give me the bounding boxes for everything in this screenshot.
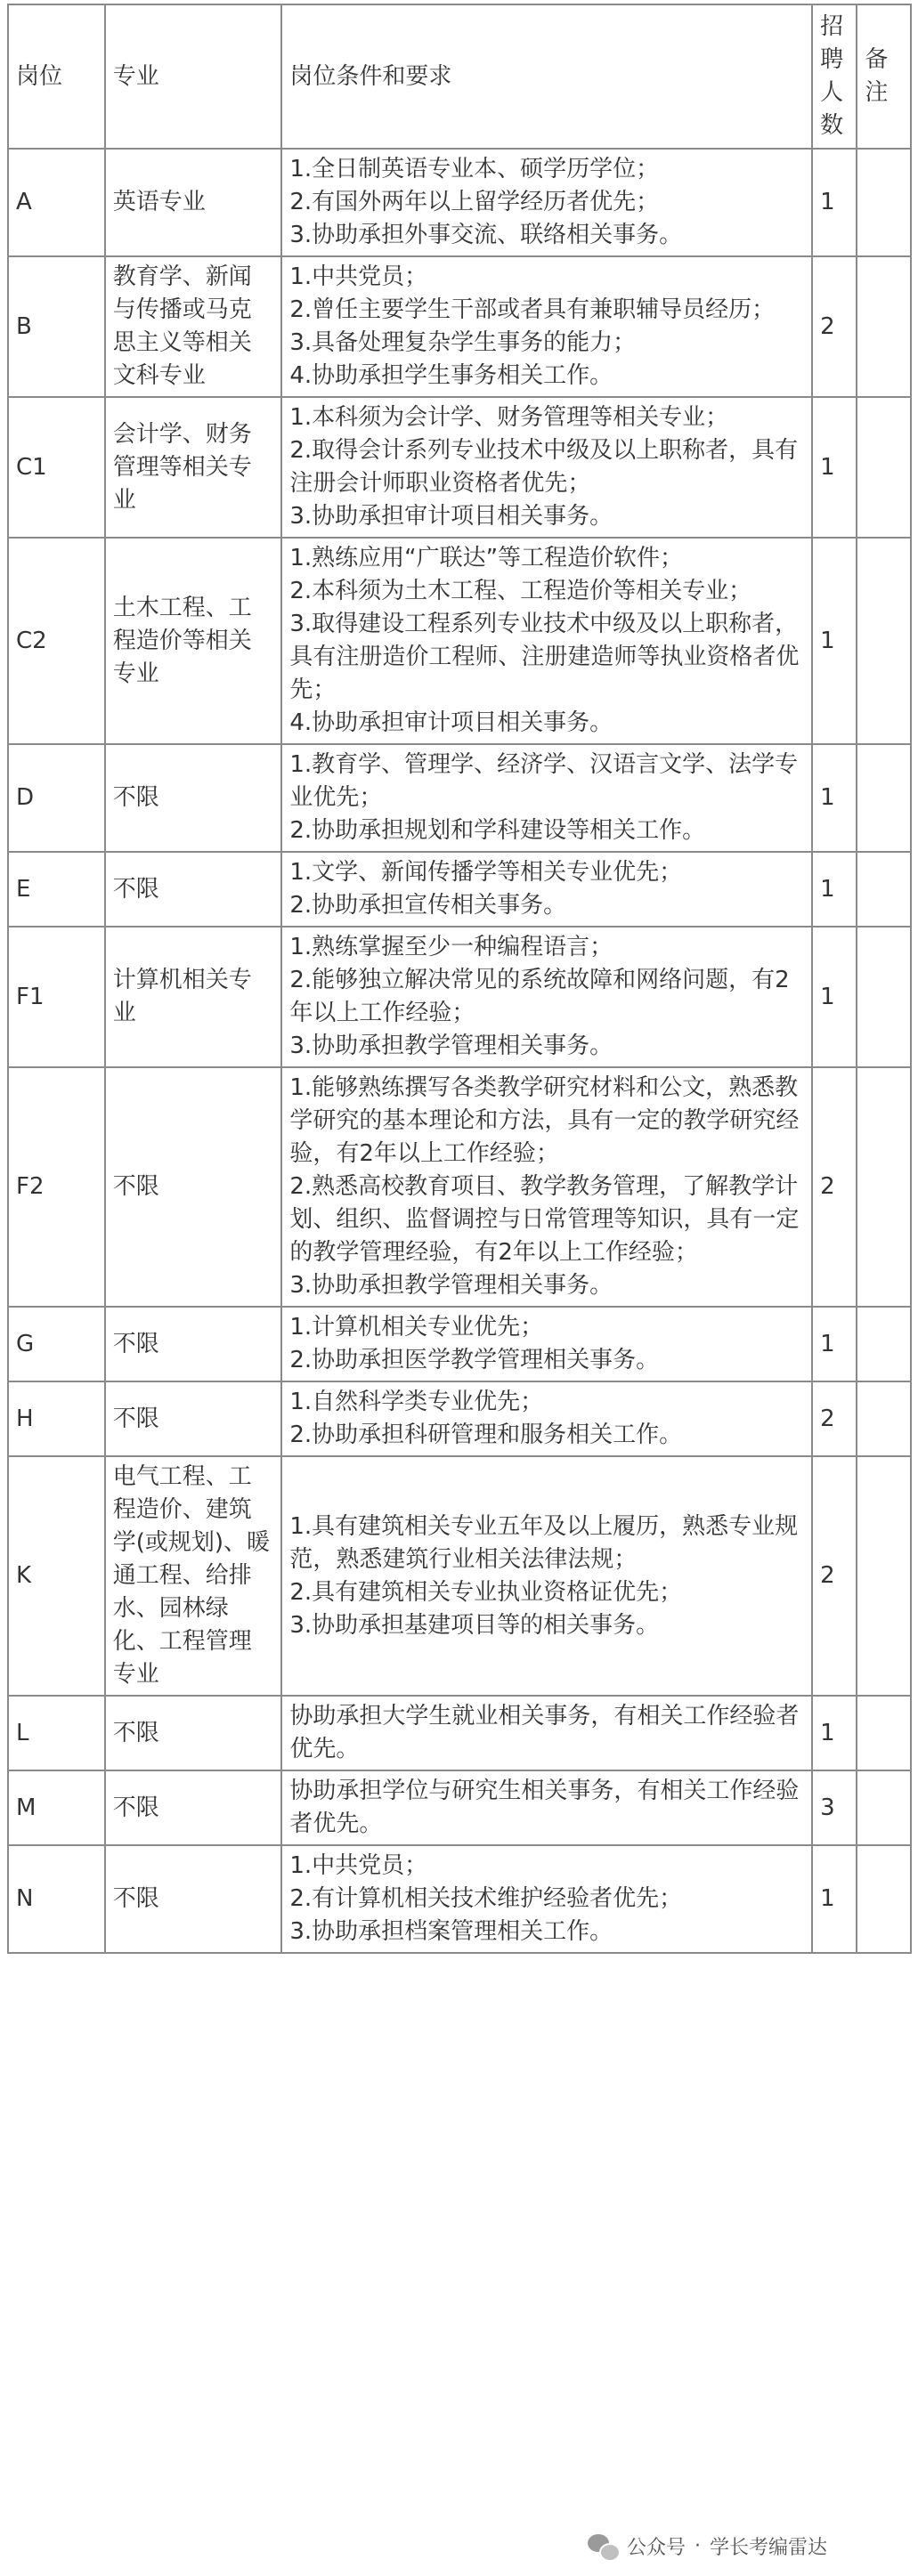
requirement-line: 3.协助承担外事交流、联络相关事务。 [289, 222, 683, 248]
cell-note [857, 744, 911, 852]
cell-note [857, 927, 911, 1067]
cell-major: 会计学、财务管理等相关专业 [105, 397, 282, 538]
watermark-source: 公众号 [627, 2537, 686, 2559]
requirement-line: 1.教育学、管理学、经济学、汉语言文学、法学专业优先； [289, 751, 799, 811]
cell-major: 计算机相关专业 [105, 927, 282, 1067]
cell-major: 不限 [105, 1696, 282, 1770]
requirement-line: 3.具备处理复杂学生事务的能力； [289, 329, 637, 356]
cell-requirements [281, 538, 812, 744]
cell-requirements [281, 1456, 812, 1696]
cell-major: 不限 [105, 744, 282, 852]
cell-major: 不限 [105, 1770, 282, 1845]
cell-major: 教育学、新闻与传播或马克思主义等相关文科专业 [105, 256, 282, 397]
cell-requirements [281, 852, 812, 927]
requirement-line: 2.本科须为土木工程、工程造价等相关专业； [289, 578, 752, 604]
cell-position: D [8, 744, 105, 852]
cell-major: 不限 [105, 1307, 282, 1381]
requirement-line: 3.协助承担档案管理相关工作。 [289, 1918, 613, 1945]
requirement-line: 3.取得建设工程系列专业技术中级及以上职称者，具有注册造价工程师、注册建造师等执业资格者优先； [289, 611, 800, 703]
cell-note [857, 1696, 911, 1770]
cell-position: C2 [8, 538, 105, 744]
requirement-line: 1.自然科学类专业优先； [289, 1389, 544, 1415]
requirement-line: 1.中共党员； [289, 1852, 428, 1879]
cell-note [857, 1845, 911, 1953]
header-requirements: 岗位条件和要求 [281, 4, 812, 149]
header-note: 备注 [857, 4, 911, 149]
cell-note [857, 1381, 911, 1456]
wechat-icon [588, 2534, 618, 2559]
cell-count: 1 [812, 149, 857, 256]
requirement-line: 2.协助承担规划和学科建设等相关工作。 [289, 817, 706, 844]
table-row [8, 1696, 911, 1770]
cell-position: B [8, 256, 105, 397]
requirement-line: 1.全日制英语专业本、硕学历学位； [289, 156, 660, 182]
cell-count: 2 [812, 256, 857, 397]
header-count: 招聘人数 [812, 4, 857, 149]
cell-count: 1 [812, 397, 857, 538]
cell-count: 3 [812, 1770, 857, 1845]
cell-note [857, 1307, 911, 1381]
table-row [8, 149, 911, 256]
requirement-line: 1.熟练应用“广联达”等工程造价软件； [289, 545, 684, 571]
requirement-line: 4.协助承担审计项目相关事务。 [289, 709, 613, 736]
cell-major: 英语专业 [105, 149, 282, 256]
requirement-line: 协助承担大学生就业相关事务，有相关工作经验者优先。 [289, 1703, 800, 1762]
cell-count: 1 [812, 538, 857, 744]
cell-requirements [281, 1770, 812, 1845]
requirement-line: 1.本科须为会计学、财务管理等相关专业； [289, 404, 729, 431]
requirement-line: 2.协助承担科研管理和服务相关工作。 [289, 1422, 683, 1448]
requirement-line: 2.曾任主要学生干部或者具有兼职辅导员经历； [289, 296, 776, 323]
cell-position: A [8, 149, 105, 256]
cell-note [857, 397, 911, 538]
cell-position: K [8, 1456, 105, 1696]
header-position: 岗位 [8, 4, 105, 149]
cell-requirements [281, 149, 812, 256]
cell-major: 不限 [105, 1067, 282, 1307]
table-row [8, 1456, 911, 1696]
table-row [8, 1770, 911, 1845]
cell-position: H [8, 1381, 105, 1456]
cell-position: F1 [8, 927, 105, 1067]
cell-count: 2 [812, 1456, 857, 1696]
table-row [8, 1307, 911, 1381]
table-row [8, 852, 911, 927]
cell-note [857, 538, 911, 744]
requirement-line: 4.协助承担学生事务相关工作。 [289, 362, 613, 389]
requirement-line: 2.能够独立解决常见的系统故障和网络问题，有2年以上工作经验； [289, 967, 790, 1026]
requirement-line: 1.中共党员； [289, 263, 428, 290]
cell-position: F2 [8, 1067, 105, 1307]
wechat-watermark [582, 2531, 833, 2562]
cell-position: N [8, 1845, 105, 1953]
cell-position: L [8, 1696, 105, 1770]
requirement-line: 2.熟悉高校教育项目、教学教务管理，了解教学计划、组织、监督调控与日常管理等知识，具有一定的教学管理经验，有2年以上工作经验； [289, 1173, 800, 1266]
cell-position: E [8, 852, 105, 927]
requirement-line: 2.有国外两年以上留学经历者优先； [289, 189, 660, 215]
cell-requirements [281, 256, 812, 397]
recruitment-table [7, 4, 912, 1954]
requirement-line: 2.协助承担宣传相关事务。 [289, 892, 567, 919]
table-row [8, 1845, 911, 1953]
cell-requirements [281, 744, 812, 852]
requirement-line: 2.具有建筑相关专业执业资格证优先； [289, 1578, 683, 1606]
cell-count: 1 [812, 852, 857, 927]
table-row [8, 927, 911, 1067]
cell-note [857, 1770, 911, 1845]
table-row [8, 1067, 911, 1307]
table-row [8, 538, 911, 744]
cell-major: 不限 [105, 852, 282, 927]
table-header-row [8, 4, 911, 149]
cell-requirements [281, 927, 812, 1067]
cell-count: 2 [812, 1381, 857, 1456]
cell-note [857, 149, 911, 256]
cell-major: 不限 [105, 1845, 282, 1953]
cell-count: 2 [812, 1067, 857, 1307]
cell-note [857, 256, 911, 397]
cell-count: 1 [812, 1845, 857, 1953]
cell-position: G [8, 1307, 105, 1381]
cell-major: 不限 [105, 1381, 282, 1456]
watermark-account: 学长考编雷达 [710, 2537, 828, 2559]
cell-note [857, 1067, 911, 1307]
requirement-line: 1.具有建筑相关专业五年及以上履历，熟悉专业规范，熟悉建筑行业相关法律法规； [289, 1512, 799, 1573]
cell-requirements [281, 397, 812, 538]
cell-count: 1 [812, 1307, 857, 1381]
requirement-line: 3.协助承担审计项目相关事务。 [289, 503, 613, 530]
cell-note [857, 1456, 911, 1696]
table-row [8, 256, 911, 397]
cell-requirements [281, 1307, 812, 1381]
cell-count: 1 [812, 1696, 857, 1770]
cell-position: M [8, 1770, 105, 1845]
requirement-line: 协助承担学位与研究生相关事务，有相关工作经验者优先。 [289, 1778, 800, 1837]
cell-requirements [281, 1067, 812, 1307]
table-row [8, 744, 911, 852]
cell-count: 1 [812, 744, 857, 852]
requirement-line: 1.计算机相关专业优先； [289, 1314, 544, 1341]
cell-major: 土木工程、工程造价等相关专业 [105, 538, 282, 744]
requirement-line: 3.协助承担教学管理相关事务。 [289, 1272, 613, 1299]
cell-position: C1 [8, 397, 105, 538]
cell-note [857, 852, 911, 927]
table-row [8, 1381, 911, 1456]
table-body [8, 149, 911, 1953]
requirement-line: 2.有计算机相关技术维护经验者优先； [289, 1885, 683, 1912]
requirement-line: 3.协助承担基建项目等的相关事务。 [289, 1611, 660, 1639]
cell-major: 电气工程、工程造价、建筑学(或规划)、暖通工程、给排水、园林绿化、工程管理专业 [105, 1456, 282, 1696]
cell-requirements [281, 1696, 812, 1770]
requirement-line: 3.协助承担教学管理相关事务。 [289, 1033, 613, 1059]
requirement-line: 1.能够熟练撰写各类教学研究材料和公文，熟悉教学研究的基本理论和方法，具有一定的教学研究经验，有2年以上工作经验； [289, 1074, 800, 1167]
requirement-line: 2.协助承担医学教学管理相关事务。 [289, 1347, 660, 1373]
cell-requirements [281, 1845, 812, 1953]
watermark-separator: · [695, 2535, 702, 2557]
requirement-line: 2.取得会计系列专业技术中级及以上职称者，具有注册会计师职业资格者优先； [289, 437, 799, 497]
cell-requirements [281, 1381, 812, 1456]
cell-count: 1 [812, 927, 857, 1067]
requirement-line: 1.熟练掌握至少一种编程语言； [289, 934, 613, 960]
table-row [8, 397, 911, 538]
requirement-line: 1.文学、新闻传播学等相关专业优先； [289, 859, 683, 886]
header-major: 专业 [105, 4, 282, 149]
